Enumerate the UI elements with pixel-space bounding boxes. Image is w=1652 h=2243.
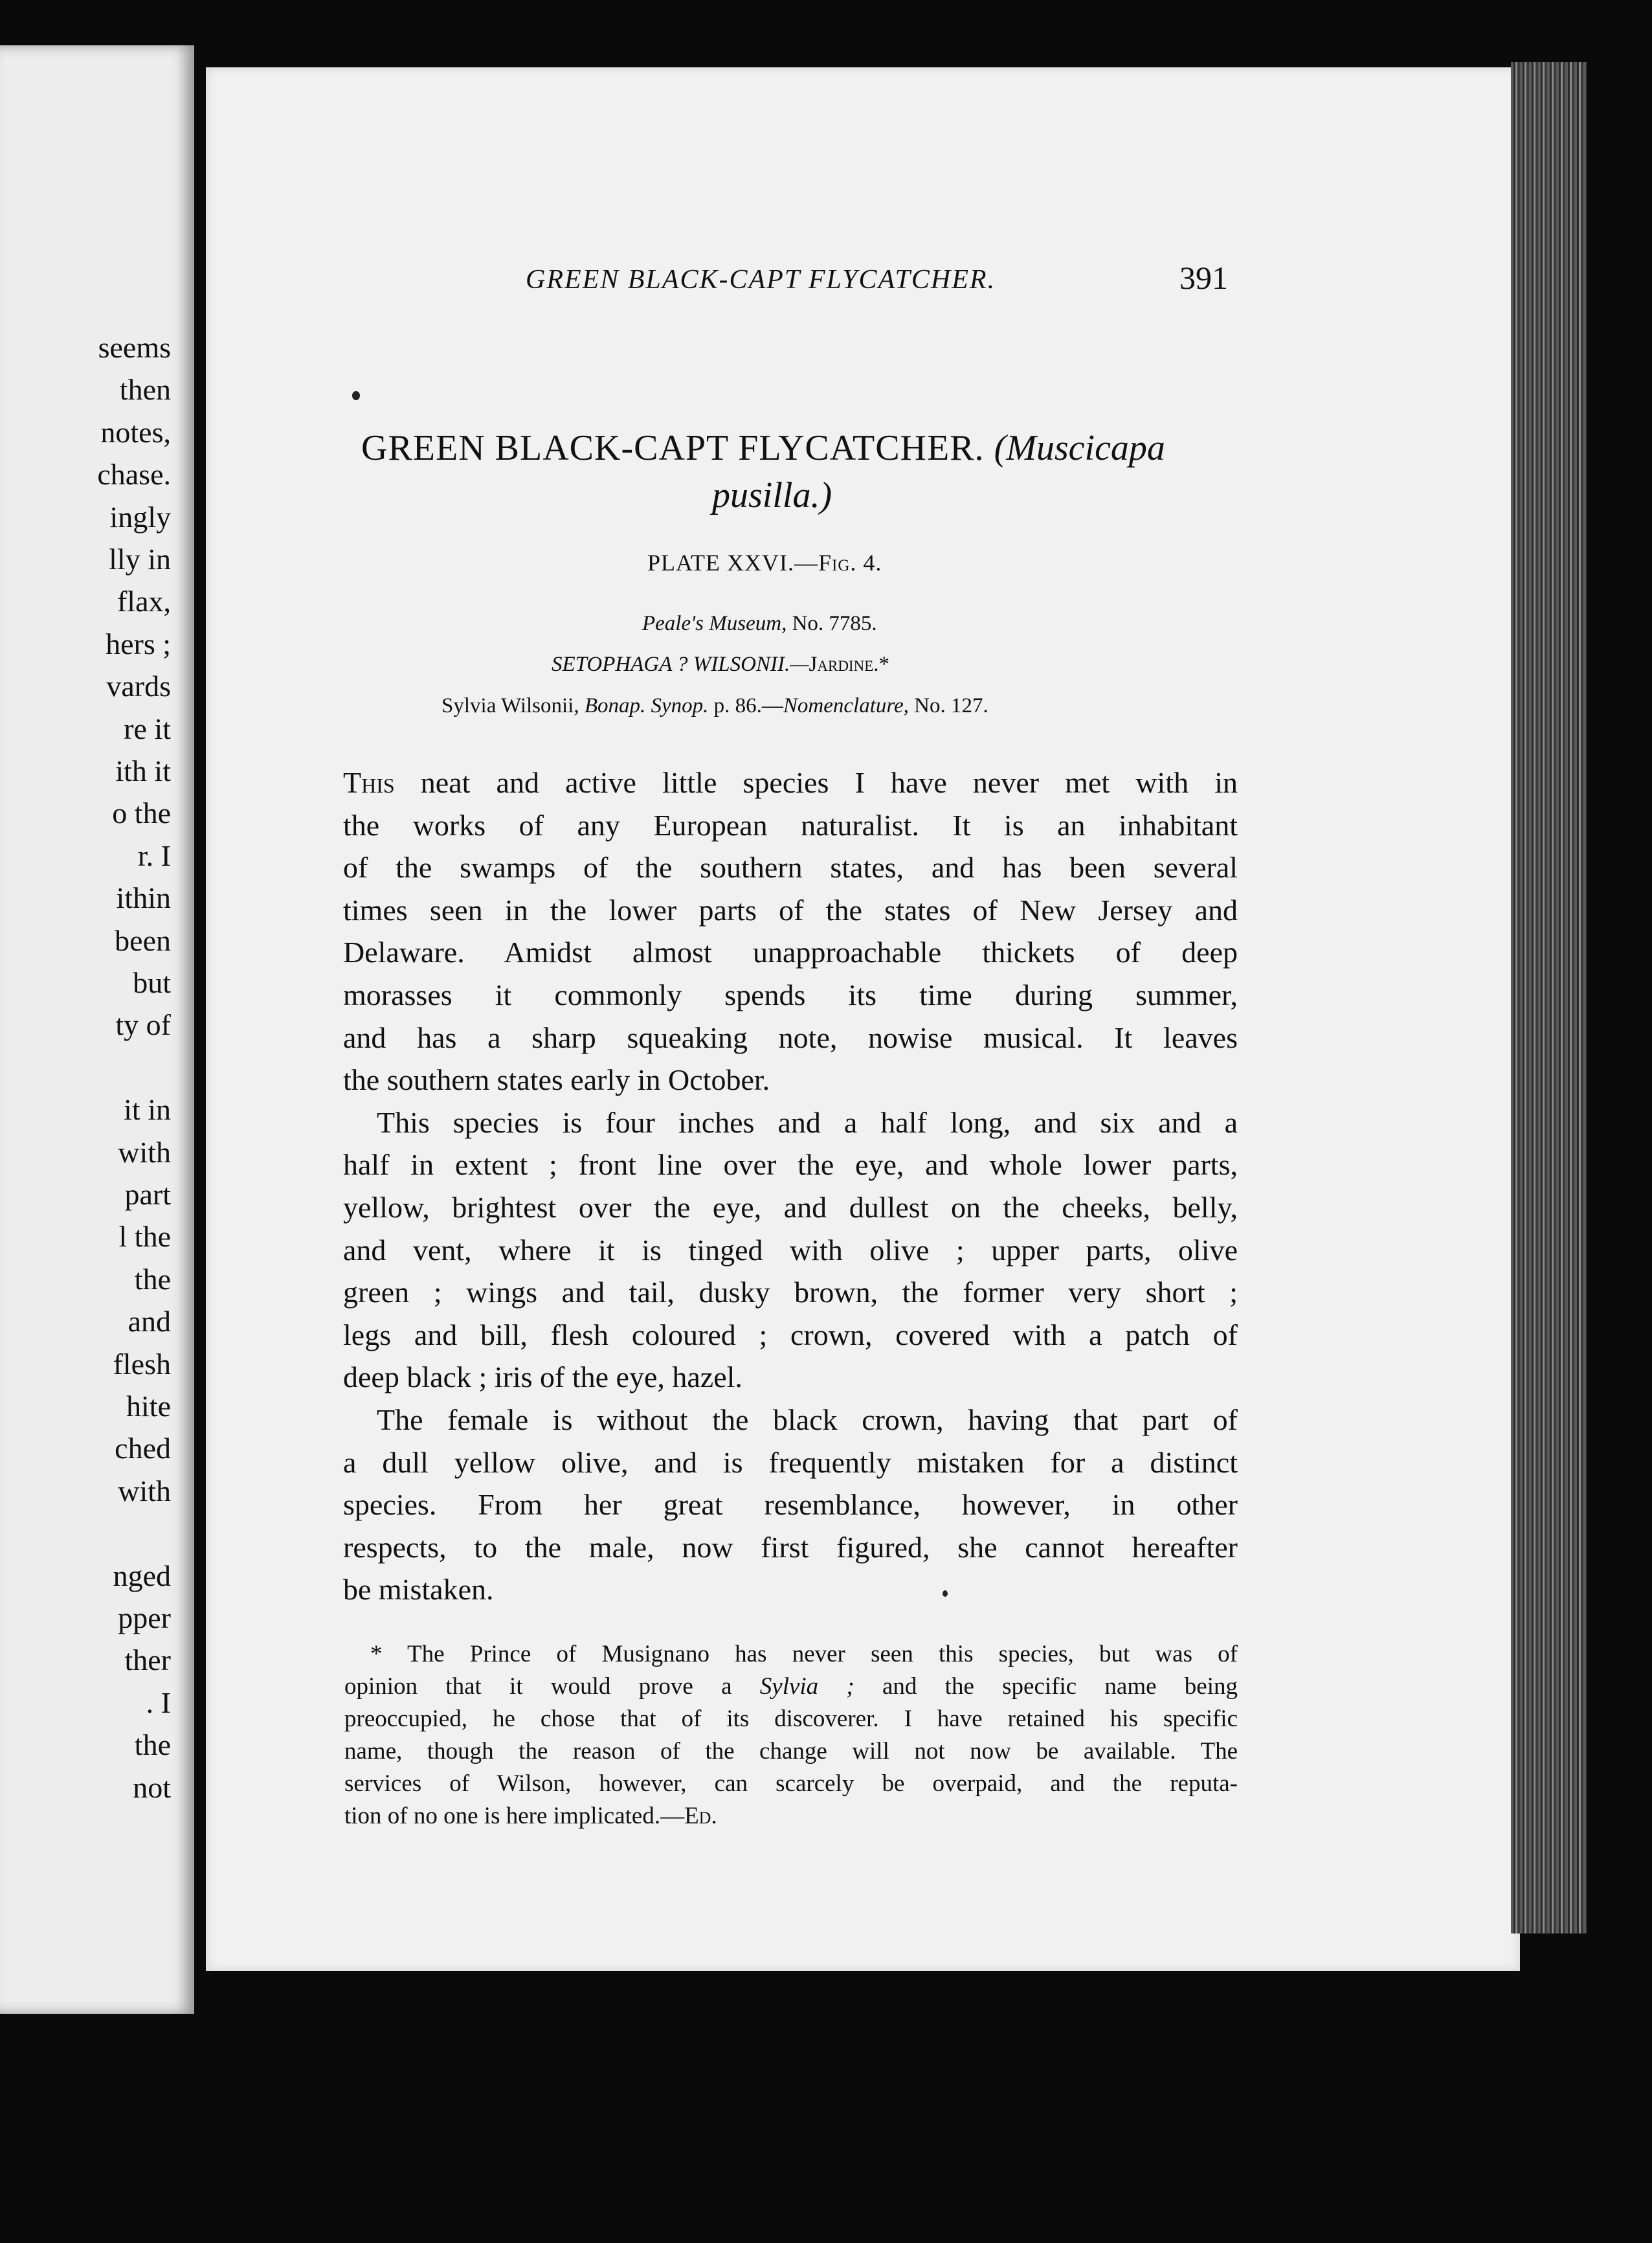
synonym-line-3 bbox=[441, 694, 988, 718]
title-latin-continued: pusilla.) bbox=[712, 475, 832, 515]
synonym-text: p. 86.— bbox=[708, 694, 783, 717]
footnote-text: opinion that it would prove a bbox=[344, 1673, 760, 1700]
left-page-line: flax, bbox=[117, 585, 171, 618]
footnote-line: * The Prince of Musignano has never seen this species, but was of bbox=[370, 1641, 1238, 1667]
paragraph-1 bbox=[343, 761, 1238, 1101]
ink-speck bbox=[943, 1590, 948, 1597]
ink-speck bbox=[352, 391, 360, 400]
left-page-line: chase. bbox=[97, 458, 171, 491]
footnote-line: name, though the reason of the change will not now be available. The bbox=[344, 1738, 1238, 1764]
figure-label: Fig. 4. bbox=[818, 550, 882, 576]
footnote-signature: Ed. bbox=[684, 1803, 717, 1829]
body-line: of the swamps of the southern states, and has been several bbox=[343, 851, 1238, 885]
footnote-line bbox=[344, 1671, 1238, 1703]
left-page-line: lly in bbox=[109, 543, 171, 576]
left-page-line: part bbox=[124, 1178, 171, 1211]
left-page-line: the bbox=[134, 1262, 171, 1296]
left-page-line: seems bbox=[98, 331, 171, 364]
page-edges bbox=[1511, 62, 1587, 1933]
body-line: morasses it commonly spends its time during summer, bbox=[343, 978, 1238, 1011]
left-page-line: not bbox=[133, 1770, 171, 1804]
paragraph-2 bbox=[343, 1101, 1238, 1399]
body-line: and has a sharp squeaking note, nowise musical. It leaves bbox=[343, 1020, 1238, 1054]
body-line: a dull yellow olive, and is frequently mistaken for a distinct bbox=[343, 1445, 1238, 1479]
left-page-line: and bbox=[128, 1305, 171, 1338]
running-head: GREEN BLACK-CAPT FLYCATCHER. bbox=[526, 265, 996, 295]
synonym-line-1 bbox=[642, 612, 877, 636]
footnote-text: tion of no one is here implicated.— bbox=[344, 1803, 685, 1829]
plate-reference bbox=[647, 549, 882, 576]
left-page-line: been bbox=[115, 923, 171, 957]
footnote-line: services of Wilson, however, can scarcely be overpaid, and the reputa- bbox=[344, 1770, 1238, 1797]
left-page-line: re it bbox=[124, 712, 171, 745]
body-line: species. From her great resemblance, however, in other bbox=[343, 1488, 1238, 1522]
left-page-line: hite bbox=[126, 1390, 171, 1423]
synonym-text: No. 127. bbox=[908, 694, 988, 717]
synonym-ref: Nomenclature, bbox=[783, 694, 909, 717]
body-line: and vent, where it is tinged with olive ; upper parts, olive bbox=[343, 1233, 1238, 1267]
body-line: green ; wings and tail, dusky brown, the former very short ; bbox=[343, 1276, 1238, 1309]
left-page-line: ty of bbox=[115, 1008, 171, 1042]
left-page-line: ched bbox=[115, 1432, 171, 1465]
footnote-line: preoccupied, he chose that of its discoverer. I have retained his specific bbox=[344, 1706, 1238, 1732]
title-main: GREEN BLACK-CAPT FLYCATCHER. bbox=[361, 428, 985, 468]
left-page-line: with bbox=[118, 1135, 171, 1169]
left-page-line: pper bbox=[118, 1601, 171, 1634]
left-page-line: then bbox=[119, 373, 171, 407]
left-page-line: hers ; bbox=[106, 627, 171, 660]
synonym-text: Sylvia Wilsonii, bbox=[441, 694, 585, 717]
paragraph-3 bbox=[343, 1399, 1238, 1611]
synonym-line-2 bbox=[552, 653, 889, 677]
article-title bbox=[361, 427, 1165, 469]
left-page-line: flesh bbox=[113, 1347, 171, 1381]
body-line: The female is without the black crown, having that part of bbox=[377, 1403, 1238, 1436]
body-line: Delaware. Amidst almost unapproachable thickets of deep bbox=[343, 936, 1238, 969]
synonym-name: SETOPHAGA ? WILSONII.— bbox=[552, 653, 809, 676]
left-page-line: nged bbox=[113, 1559, 171, 1592]
body-line: be mistaken. bbox=[343, 1573, 494, 1606]
footnote-text: and the specific name being bbox=[854, 1673, 1238, 1700]
synonym-number: No. 7785. bbox=[787, 612, 877, 635]
body-line: yellow, brightest over the eye, and dullest on the cheeks, belly, bbox=[343, 1190, 1238, 1224]
title-latin: (Muscicapa bbox=[994, 428, 1165, 468]
left-page-line: with bbox=[118, 1474, 171, 1507]
drop-word: This bbox=[343, 766, 395, 799]
left-page-line: but bbox=[133, 966, 171, 999]
left-page-line: vards bbox=[106, 670, 171, 703]
left-page-line: l the bbox=[118, 1220, 171, 1254]
left-page-line: ingly bbox=[109, 500, 171, 534]
left-page-line: r. I bbox=[137, 839, 171, 872]
body-line: the southern states early in October. bbox=[343, 1063, 770, 1097]
footnote-italic: Sylvia ; bbox=[759, 1673, 854, 1700]
body-line: This species is four inches and a half long, and six and a bbox=[377, 1105, 1238, 1139]
body-line: respects, to the male, now first figured, she cannot hereafter bbox=[343, 1530, 1238, 1564]
body-text bbox=[343, 761, 1238, 1611]
left-page-line: ith it bbox=[115, 754, 171, 787]
synonym-ref: Bonap. Synop. bbox=[584, 694, 709, 717]
left-page-line: ther bbox=[124, 1643, 171, 1677]
left-page-line: the bbox=[134, 1728, 171, 1762]
body-line: legs and bill, flesh coloured ; crown, covered with a patch of bbox=[343, 1318, 1238, 1351]
page-number: 391 bbox=[1179, 260, 1228, 296]
left-page-line: . I bbox=[146, 1685, 171, 1719]
left-page-line: it in bbox=[124, 1093, 171, 1127]
body-line: half in extent ; front line over the eye, and whole lower parts, bbox=[343, 1148, 1238, 1182]
left-page-line: notes, bbox=[100, 415, 171, 449]
footnote bbox=[344, 1638, 1238, 1832]
synonym-source: Peale's Museum, bbox=[642, 612, 787, 635]
body-line: the works of any European naturalist. It is an inhabitant bbox=[343, 808, 1238, 842]
facing-page-left bbox=[0, 45, 194, 2014]
body-line: neat and active little species I have never met with in bbox=[394, 766, 1238, 799]
footnote-line bbox=[344, 1800, 1238, 1832]
plate-label: PLATE XXVI.— bbox=[647, 550, 818, 576]
synonym-author: Jardine.* bbox=[809, 653, 890, 676]
left-page-line: o the bbox=[112, 796, 171, 830]
body-line: times seen in the lower parts of the states of New Jersey and bbox=[343, 893, 1238, 927]
left-page-line: ithin bbox=[116, 881, 171, 915]
body-line: deep black ; iris of the eye, hazel. bbox=[343, 1360, 742, 1394]
